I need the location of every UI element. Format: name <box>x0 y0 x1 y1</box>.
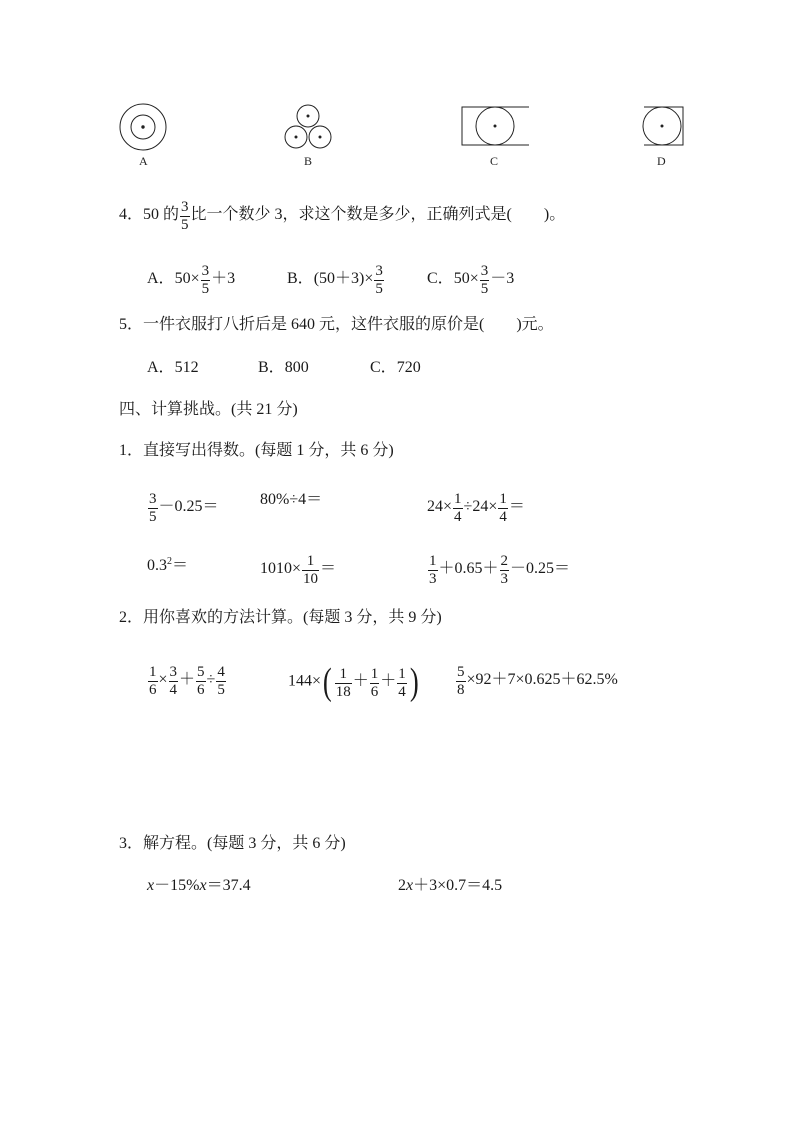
part-3-title: 3．解方程。(每题 3 分，共 6 分) <box>119 835 346 852</box>
part1-row2-expr1: $0.3^2=$ <box>147 556 189 574</box>
part3-equation-2: 2x＋3×0.7＝4.5 <box>398 877 503 894</box>
figure-a-concentric-circles-icon <box>120 104 166 150</box>
figure-d-label: D <box>657 154 666 168</box>
figure-c-label: C <box>490 154 499 168</box>
q4-number: 4． <box>119 206 144 224</box>
question-5: 5．一件衣服打八折后是 640 元，这件衣服的原价是( )元。 <box>119 316 554 333</box>
question-4 <box>119 198 565 233</box>
figure-c-circle-in-rectangle-icon <box>462 107 529 145</box>
part-1-title: 1．直接写出得数。(每题 1 分，共 6 分) <box>119 442 394 459</box>
q5-option-a: A．512 <box>147 359 199 376</box>
figure-b-three-circles-icon <box>285 105 331 148</box>
part1-row1-expr3: 24× $\frac{1}{4}$ ÷24× $\frac{1}{4}$ ＝ <box>427 491 525 525</box>
part1-row2-expr3: $\frac{1}{3}$ ＋0.65＋ $\frac{2}{3}$ －0.25＝ <box>429 553 571 587</box>
figure-b-label: B <box>304 154 313 168</box>
part3-equation-1: x－15%x＝37.4 <box>147 877 251 894</box>
part1-row1-expr2: 80%÷4＝ <box>260 491 323 508</box>
figures-row <box>0 0 793 180</box>
figure-a-label: A <box>139 154 148 168</box>
part-2-title: 2．用你喜欢的方法计算。(每题 3 分，共 9 分) <box>119 609 442 626</box>
figure-d-circle-in-square-icon <box>643 107 683 145</box>
q5-option-c: C．720 <box>370 359 421 376</box>
q4-fraction: $\frac{3}{5}$ <box>181 199 189 233</box>
q4-option-c: C．50× $\frac{3}{5}$ －3 <box>427 263 515 297</box>
part2-expr1: $\frac{1}{6}$ × $\frac{3}{4}$ ＋ $\frac{5}{6}$ ÷ $\frac{4}{5}$ <box>149 664 225 698</box>
q4-text-post: 比一个数少 3，求这个数是多少，正确列式是( )。 <box>190 206 566 224</box>
section-4-title: 四、计算挑战。(共 21 分) <box>119 401 298 418</box>
q4-option-a: A．50× $\frac{3}{5}$ ＋3 <box>147 263 236 297</box>
part2-expr2: 144×( $\frac{1}{18}$ ＋ $\frac{1}{6}$ ＋ $\frac{1}{4}$ ) <box>288 661 419 703</box>
q4-option-b: B．(50＋3)× $\frac{3}{5}$ <box>287 263 383 297</box>
part1-row2-expr2: 1010× $\frac{1}{10}$ ＝ <box>260 553 337 587</box>
q5-option-b: B．800 <box>258 359 309 376</box>
part1-row1-expr1: $\frac{3}{5}$ －0.25＝ <box>149 491 219 525</box>
part2-expr3: $\frac{5}{8}$ ×92＋7×0.625＋62.5% <box>457 664 618 698</box>
q4-text-pre: 50 的 <box>143 206 180 224</box>
